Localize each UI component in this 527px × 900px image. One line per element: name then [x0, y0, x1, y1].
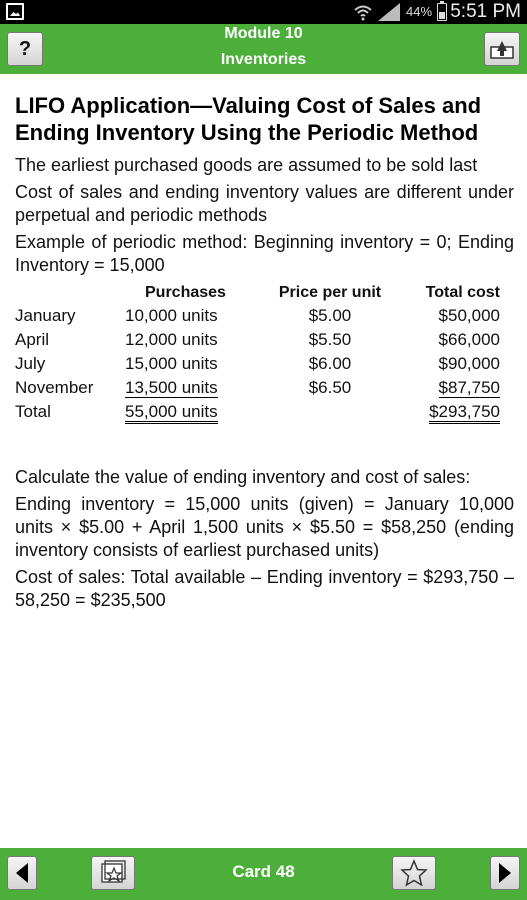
topic-title: Inventories [220, 51, 307, 68]
cell-value: 10,000 units [125, 306, 218, 325]
card-number: Card 48 [232, 862, 295, 881]
table-cell: $6.50 [308, 378, 352, 397]
table-cell: $5.50 [308, 330, 352, 349]
table-cell [405, 328, 500, 352]
table-cell [125, 376, 255, 400]
cell-value: 12,000 units [125, 330, 218, 349]
paragraph: The earliest purchased goods are assumed to be sold last [15, 155, 478, 175]
cell-value: $66,000 [438, 330, 500, 349]
table-row [15, 352, 500, 376]
column-header: Price per unit [278, 284, 382, 301]
column-header: Total cost [425, 284, 500, 301]
table-cell [255, 400, 405, 424]
table-cell: Total [15, 402, 51, 421]
paragraph: Ending inventory = 15,000 units (given) = January 10,000 units × $5.00 + April 1,500 units × $5.50 = $58,250 (ending inventory consists of earliest purchased units) [15, 494, 514, 560]
clock: 5:51 PM [450, 1, 521, 22]
table-cell: July [15, 354, 46, 373]
signal-icon [378, 3, 400, 21]
table-cell [405, 376, 500, 400]
help-button[interactable]: ? [7, 32, 43, 66]
cell-value: 15,000 units [125, 354, 218, 373]
status-bar [0, 0, 527, 24]
export-icon [485, 33, 519, 65]
paragraph: Cost of sales: Total available – Ending inventory = $293,750 – 58,250 = $235,500 [15, 567, 514, 610]
table-cell [125, 352, 255, 376]
triangle-right-icon [491, 857, 519, 889]
table-cell: November [15, 378, 94, 397]
card-calculation [15, 462, 514, 612]
cell-value: 13,500 units [125, 378, 218, 397]
card-content [15, 92, 514, 277]
cell-value: $50,000 [438, 306, 500, 325]
table-row [15, 376, 500, 400]
cell-value: $293,750 [429, 402, 500, 424]
paragraph: Cost of sales and ending inventory values are different under perpetual and periodic methods [15, 182, 514, 225]
column-header [15, 282, 125, 304]
card-heading: LIFO Application—Valuing Cost of Sales and Ending Inventory Using the Periodic Method [15, 93, 482, 145]
table-row [15, 304, 500, 328]
table-cell [125, 304, 255, 328]
favorite-star-button[interactable] [392, 856, 436, 890]
module-title: Module 10 [224, 25, 303, 42]
battery-percent: 44% [406, 4, 433, 19]
table-cell [405, 400, 500, 424]
table-cell: $6.00 [308, 354, 352, 373]
table-cell [405, 304, 500, 328]
table-cell: $5.00 [308, 306, 352, 325]
battery-icon [437, 3, 447, 21]
table-row [15, 328, 500, 352]
paragraph: Calculate the value of ending inventory and cost of sales: [15, 467, 471, 487]
export-button[interactable] [484, 32, 520, 66]
wifi-icon [354, 3, 372, 21]
picture-icon [6, 3, 24, 20]
inventory-table [15, 282, 500, 424]
paragraph: Example of periodic method: Beginning inventory = 0; Ending Inventory = 15,000 [15, 232, 514, 275]
table-cell: April [15, 330, 50, 349]
table-cell [405, 352, 500, 376]
footer-bar [0, 848, 527, 900]
table-cell [125, 400, 255, 424]
cell-value: $87,750 [438, 378, 500, 397]
table-row-total [15, 400, 500, 424]
header-bar [0, 24, 527, 74]
cell-value: 55,000 units [125, 402, 218, 424]
next-card-button[interactable] [490, 856, 520, 890]
cell-value: $90,000 [438, 354, 500, 373]
column-header: Purchases [145, 284, 226, 301]
star-icon [393, 857, 435, 889]
table-header-row [15, 282, 500, 304]
table-cell: January [15, 306, 76, 325]
table-cell [125, 328, 255, 352]
